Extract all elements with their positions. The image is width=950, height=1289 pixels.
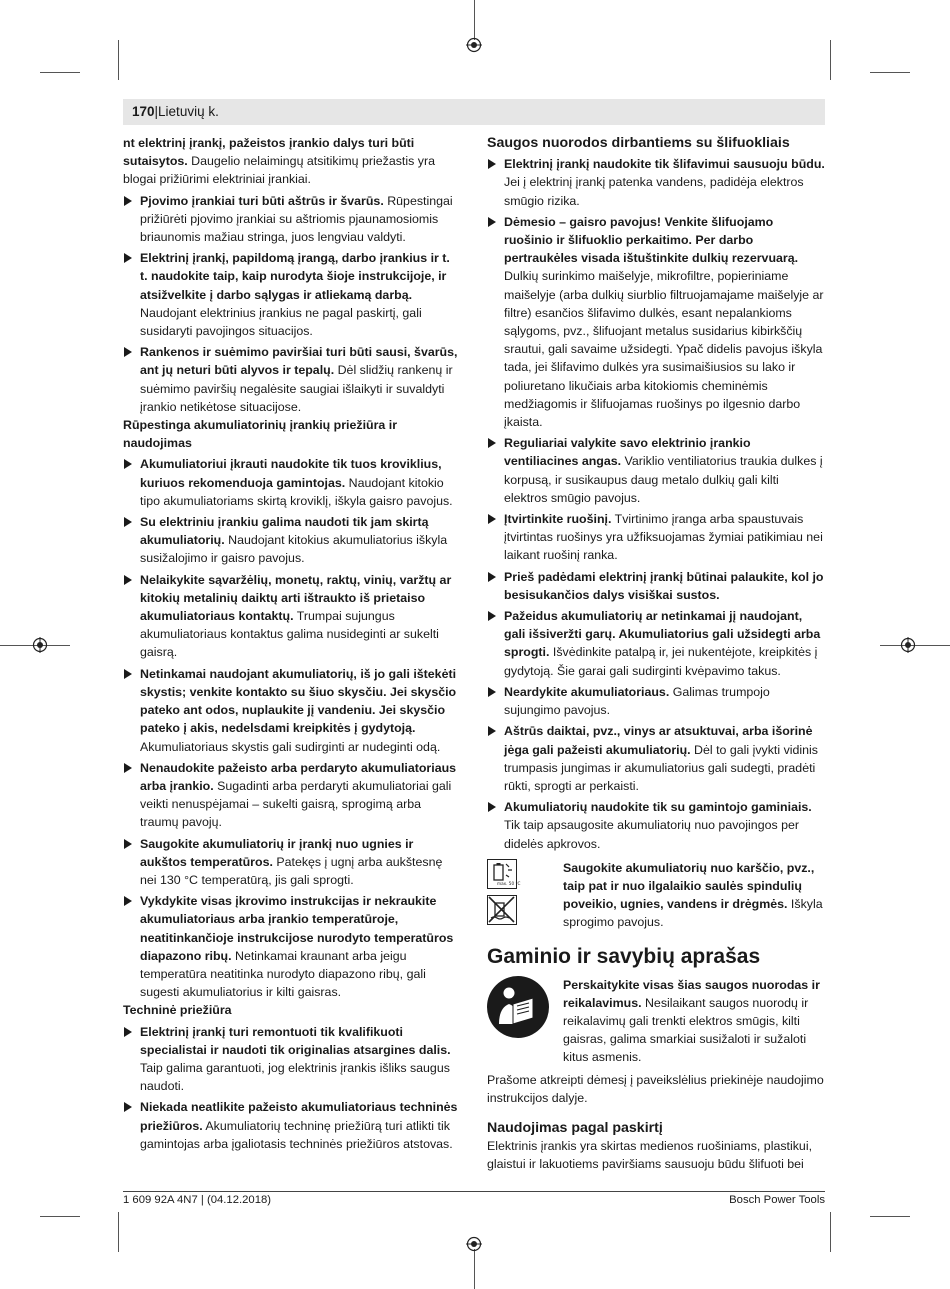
right-column xyxy=(487,134,825,1174)
list-item: Pažeidus akumuliatorių ar netinkamai jį naudojant, gali išsiveržti garų. Akumuliatorius gali užsidegti arba sprogti. Išvėdinkite patalpą ir, jei nukentėjote, kreipkitės į gydytoją. Šie garai gali sudirginti kvėpavimo takus. xyxy=(487,607,825,680)
heat-warning-text: Saugokite akumuliatorių nuo karščio, pvz., taip pat ir nuo ilgalaikio saulės spindulių poveikio, ugnies, vandens ir drėgmės. Iškyla sprogimo pavojus. xyxy=(563,860,823,930)
list-item: Reguliariai valykite savo elektrinio įrankio ventiliacines angas. Variklio ventiliatorius traukia dulkes į korpusą, ir susikaupus daug metalo dulkių gali kilti elektros smūgio pavojus. xyxy=(487,434,825,507)
bullet-arrow-icon xyxy=(488,726,496,736)
bullet-arrow-icon xyxy=(124,669,132,679)
section-heading: Techninė priežiūra xyxy=(123,1003,232,1018)
paragraph: Elektrinis įrankis yra skirtas medienos ruošiniams, plastikui, glaistui ir lakuotiems paviršiams sausuoju būdu šlifuoti bei xyxy=(487,1139,813,1172)
section-heading: Naudojimas pagal paskirtį xyxy=(487,1119,663,1136)
heat-icon-label: max. 50 °C xyxy=(497,880,521,886)
page-header xyxy=(123,99,825,125)
crop-mark xyxy=(830,1212,831,1252)
bullet-arrow-icon xyxy=(124,839,132,849)
registration-mark-icon xyxy=(32,637,48,653)
footer-brand: Bosch Power Tools xyxy=(729,1194,825,1206)
footer-rule xyxy=(123,1191,825,1192)
bullet-arrow-icon xyxy=(124,763,132,773)
bullet-arrow-icon xyxy=(124,196,132,206)
page-number: 170 xyxy=(132,104,155,119)
footer-document-number: 1 609 92A 4N7 | (04.12.2018) xyxy=(123,1194,272,1206)
registration-mark-icon xyxy=(466,1236,482,1252)
list-item: Pjovimo įrankiai turi būti aštrūs ir švarūs. Rūpestingai prižiūrėti pjovimo įrankiai su aštriomis pjaunamosiomis briaunomis mažiau stringa, juos lengviau valdyti. xyxy=(123,192,459,247)
heat-sun-icon xyxy=(487,859,521,889)
list-item: Netinkamai naudojant akumuliatorių, iš jo gali ištekėti skystis; venkite kontakto su šiuo skysčiu. Jei skysčio pateko ant odos, nuplaukite jį vandeniu. Jei skysčio pateko į akis, nedelsdami kreipkitės į gydytoją. Akumuliatoriaus skystis gali sudirginti ar nudeginti odą. xyxy=(123,665,459,756)
bullet-arrow-icon xyxy=(124,253,132,263)
bullet-arrow-icon xyxy=(488,572,496,582)
list-item: Elektrinį įrankį naudokite tik šlifavimui sausuoju būdu. Jei į elektrinį įrankį patenka vandens, padidėja elektros smūgio rizika. xyxy=(487,155,825,210)
list-item: Niekada neatlikite pažeisto akumuliatoriaus techninės priežiūros. Akumuliatorių techninę priežiūrą turi atlikti tik gamintojas arba įgaliotasis techninės priežiūros atstovas. xyxy=(123,1098,459,1153)
registration-mark-icon xyxy=(900,637,916,653)
list-item: Su elektriniu įrankiu galima naudoti tik jam skirtą akumuliatorių. Naudojant kitokius akumuliatorius iškyla susižalojimo ir gaisro pavojus. xyxy=(123,513,459,568)
crop-mark xyxy=(474,0,475,40)
list-item: Akumuliatorių naudokite tik su gamintojo gaminiais. Tik taip apsaugosite akumuliatorių nuo pavojingos per didelės apkrovos. xyxy=(487,798,825,853)
bullet-arrow-icon xyxy=(488,438,496,448)
list-item: Aštrūs daiktai, pvz., vinys ar atsuktuvai, arba išorinė jėga gali pažeisti akumuliatorių. Dėl to gali įvykti vidinis trumpasis jungimas ir akumuliatorius gali sudegti, pradėti rūkti, sprogti ar perkaisti. xyxy=(487,722,825,795)
list-item: Rankenos ir suėmimo paviršiai turi būti sausi, švarūs, ant jų neturi būti alyvos ir tepalų. Dėl slidžių rankenų ir suėmimo paviršių negalėsite saugiai išlaikyti ir suvaldyti įrankio netikėtose situacijose. xyxy=(123,343,459,416)
crop-mark xyxy=(870,1216,910,1217)
bullet-arrow-icon xyxy=(488,514,496,524)
crop-mark xyxy=(118,40,119,80)
bullet-arrow-icon xyxy=(124,896,132,906)
list-item: Prieš padėdami elektrinį įrankį būtinai palaukite, kol jo besisukančios dalys visiškai sustos. xyxy=(487,568,825,604)
section-heading: Saugos nuorodos dirbantiems su šlifuokliais xyxy=(487,135,790,151)
list-item: Saugokite akumuliatorių ir įrankį nuo ugnies ir aukštos temperatūros. Patekęs į ugnį arba aukštesnę nei 130 °C temperatūrą, jis gali sprogti. xyxy=(123,835,459,890)
list-item: Nenaudokite pažeisto arba perdaryto akumuliatoriaus arba įrankio. Sugadinti arba perdaryti akumuliatoriai gali veikti nenuspėjamai – sukelti gaisrą, sprogimą arba traumų pavojų. xyxy=(123,759,459,832)
list-item: Nelaikykite sąvaržėlių, monetų, raktų, vinių, varžtų ar kitokių metalinių daiktų arti ištraukto iš prietaiso akumuliatoriaus kontaktų. Trumpai sujungus akumuliatoriaus kontaktus galima nusideginti ar sukelti gaisrą. xyxy=(123,571,459,662)
read-manual-icon xyxy=(487,976,549,1038)
bullet-arrow-icon xyxy=(488,611,496,621)
list-item: Akumuliatoriui įkrauti naudokite tik tuos kroviklius, kuriuos rekomenduoja gamintojas. Naudojant kitokio tipo akumuliatoriams skirtą kroviklį, iškyla gaisro pavojus. xyxy=(123,455,459,510)
list-item: Įtvirtinkite ruošinį. Tvirtinimo įranga arba spaustuvais įtvirtintas ruošinys yra užfiksuojamas žymiai patikimiau nei laikant ruošinį ranka. xyxy=(487,510,825,565)
heat-warning-block xyxy=(487,859,825,932)
header-language: Lietuvių k. xyxy=(158,104,219,119)
header-text xyxy=(132,104,219,119)
list-item: Neardykite akumuliatoriaus. Galimas trumpojo sujungimo pavojus. xyxy=(487,683,825,719)
bullet-arrow-icon xyxy=(488,159,496,169)
section-heading: Rūpestinga akumuliatorinių įrankių priežiūra ir naudojimas xyxy=(123,418,398,451)
bullet-arrow-icon xyxy=(124,517,132,527)
list-item: Elektrinį įrankį, papildomą įrangą, darbo įrankius ir t. t. naudokite taip, kaip nurodyta šioje instrukcijoje, ir atsižvelkite į darbo sąlygas ir atliekamą darbą. Naudojant elektrinius įrankius ne pagal paskirtį, gali susidaryti pavojingos situacijos. xyxy=(123,249,459,340)
crop-mark xyxy=(118,1212,119,1252)
header-separator: | xyxy=(154,104,159,119)
bullet-arrow-icon xyxy=(488,217,496,227)
paragraph: nt elektrinį įrankį, pažeistos įrankio dalys turi būti sutaisytos. Daugelio nelaimingų atsitikimų priežastis yra blogai prižiūrimi elektriniai įrankiai. xyxy=(123,136,435,187)
read-manual-icon-wrap xyxy=(487,976,563,1067)
bullet-arrow-icon xyxy=(124,1027,132,1037)
list-item: Dėmesio – gaisro pavojus! Venkite šlifuojamo ruošinio ir šlifuoklio perkaitimo. Per darbo pertraukėles visada ištuštinkite dulkių rezervuarą. Dulkių surinkimo maišelyje, mikrofiltre, popieriniame maišelyje (arba dulkių siurblio filtruojamajame maišelyje ar filtre) esančios šlifavimo dulkės, esant nepalankioms sąlygoms, pvz., šlifuojant metalus susidarius kibirkščių srautui, gali savaime užsidegti. Ypač didelis pavojus iškyla tada, jei šlifavimo dulkės yra susimaišiusios su lako ir poliuretano likučiais arba kitokiomis cheminėmis medžiagomis ir šlifuojamas ruošinys po ilgesnio darbo įkaista. xyxy=(487,213,825,431)
bullet-arrow-icon xyxy=(124,459,132,469)
crop-mark xyxy=(474,1249,475,1289)
bullet-arrow-icon xyxy=(124,575,132,585)
read-manual-text: Perskaitykite visas šias saugos nuorodas ir reikalavimus. Nesilaikant saugos nuorodų ir reikalavimų gali trenkti elektros smūgis, kilti gaisras, galima smarkiai susižaloti ir sužaloti kitus asmenis. xyxy=(563,977,820,1065)
bullet-arrow-icon xyxy=(124,347,132,357)
warning-icons xyxy=(487,859,563,932)
crop-mark xyxy=(870,72,910,73)
crop-mark xyxy=(40,72,80,73)
bullet-arrow-icon xyxy=(124,1102,132,1112)
bullet-arrow-icon xyxy=(488,802,496,812)
product-section-title: Gaminio ir savybių aprašas xyxy=(487,944,761,968)
paragraph: Prašome atkreipti dėmesį į paveikslėlius priekinėje naudojimo instrukcijos dalyje. xyxy=(487,1072,824,1105)
no-water-fire-icon xyxy=(487,895,517,925)
list-item: Elektrinį įrankį turi remontuoti tik kvalifikuoti specialistai ir naudoti tik originalias atsargines dalis. Taip galima garantuoti, jog elektrinis įrankis išliks saugus naudoti. xyxy=(123,1023,459,1096)
crop-mark xyxy=(40,1216,80,1217)
crop-mark xyxy=(830,40,831,80)
registration-mark-icon xyxy=(466,37,482,53)
left-column xyxy=(123,134,459,1153)
list-item: Vykdykite visas įkrovimo instrukcijas ir nekraukite akumuliatoriaus arba įrankio temperatūroje, neatitinkančioje instrukcijose nurodyto temperatūros diapazono ribų. Netinkamai kraunant arba jeigu temperatūra neatitinka nurodyto diapazono ribų, gali sugesti akumuliatorius ir kilti gaisras. xyxy=(123,892,459,1001)
read-manual-block xyxy=(487,976,825,1067)
bullet-arrow-icon xyxy=(488,687,496,697)
